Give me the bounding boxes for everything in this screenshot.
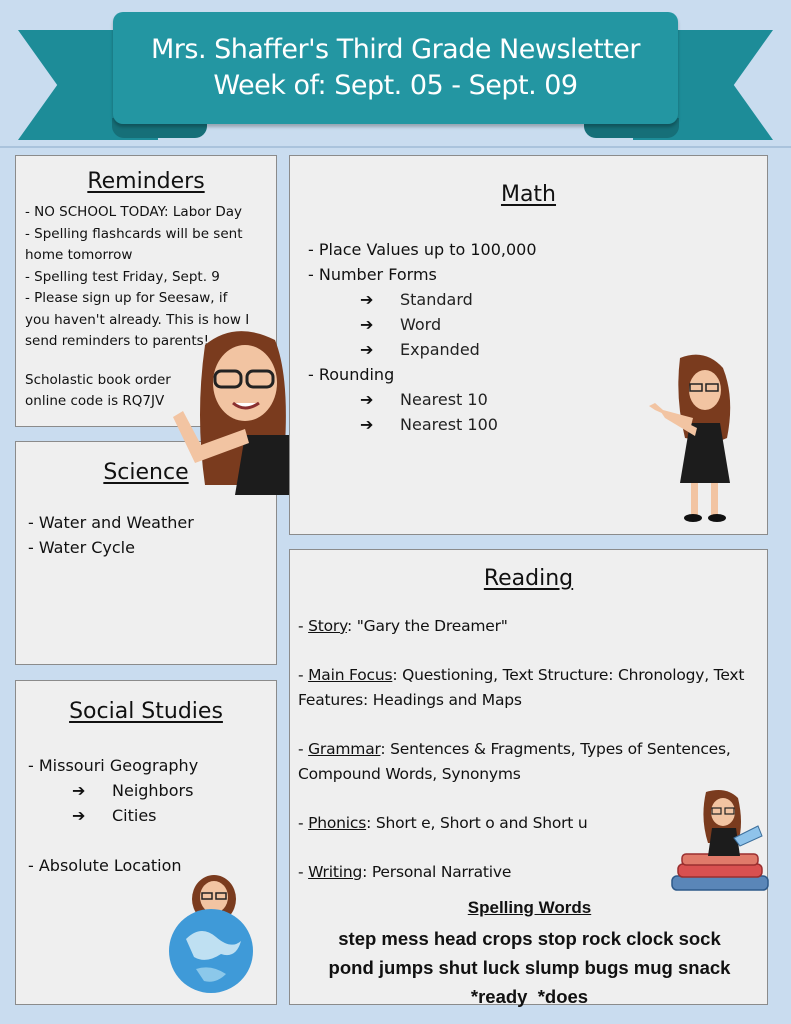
math-title: Math [500,182,557,207]
arrow-right-icon: ➔ [72,806,86,825]
arrow-right-icon: ➔ [360,390,374,409]
header-divider [0,146,791,148]
math-item: - Place Values up to 100,000 [308,240,537,259]
math-item: - Number Forms [308,265,437,284]
reminder-item: - NO SCHOOL TODAY: Labor Day [25,204,243,220]
bitmoji-reading-books-illustration [668,788,770,908]
math-subitem-text: Expanded [400,340,480,359]
math-subitem [308,337,537,362]
math-subitem-text: Nearest 10 [400,390,488,409]
spelling-line: *ready *does [470,986,589,1007]
social-subitem [28,803,198,828]
newsletter-title: Mrs. Shaffer's Third Grade Newsletter [150,34,641,65]
math-subitem [308,387,537,412]
social-studies-title: Social Studies [69,699,223,724]
grammar-label: Grammar [308,740,381,758]
math-subitem-text: Nearest 100 [400,415,498,434]
phonics-text: : Short e, Short o and Short u [366,814,588,832]
arrow-right-icon: ➔ [360,290,374,309]
spelling-words-title: Spelling Words [467,898,592,917]
story-text: : "Gary the Dreamer" [346,617,508,635]
reading-writing: - Writing: Personal Narrative [298,863,512,881]
book-order-note: Scholastic book order online code is RQ7JV [25,372,171,409]
math-box [289,155,768,535]
focus-label: Main Focus [308,666,393,684]
spelling-line: pond jumps shut luck slump bugs mug snack [328,957,731,978]
math-subitem [308,287,537,312]
bitmoji-globe-illustration [166,869,261,994]
story-label: Story [308,617,347,635]
reading-story: - Story: "Gary the Dreamer" [298,617,508,635]
newsletter-week: Week of: Sept. 05 - Sept. 09 [213,70,578,101]
science-item: - Water and Weather [28,513,194,532]
reminder-item: - Spelling test Friday, Sept. 9 [25,268,220,285]
math-list [308,237,537,437]
math-subitem-text: Standard [400,290,473,309]
arrow-right-icon: ➔ [360,415,374,434]
math-subitem [308,412,537,437]
social-studies-list [28,753,198,878]
reading-box [289,549,768,1005]
spelling-line: step mess head crops stop rock clock sock [338,928,721,949]
social-item: - Absolute Location [28,856,182,875]
reading-focus: - Main Focus: Questioning, Text Structure: Chronology, Text Features: Headings and Maps [298,666,745,709]
reading-grammar: - Grammar: Sentences & Fragments, Types of Sentences, Compound Words, Synonyms [298,740,731,783]
phonics-label: Phonics [308,814,367,832]
social-item: - Missouri Geography [28,756,199,775]
social-studies-box [15,680,277,1005]
math-subitem [308,312,537,337]
math-subitem-text: Word [400,315,442,334]
title-banner [113,12,678,124]
arrow-right-icon: ➔ [360,340,374,359]
reading-title: Reading [483,566,574,591]
bitmoji-waving-illustration [165,325,289,495]
reminders-title: Reminders [87,169,205,194]
arrow-right-icon: ➔ [72,781,86,800]
reading-phonics: - Phonics: Short e, Short o and Short u [298,814,588,832]
writing-text: : Personal Narrative [362,863,512,881]
arrow-right-icon: ➔ [360,315,374,334]
math-item: - Rounding [308,365,395,384]
spelling-words-list [290,924,769,1011]
science-item: - Water Cycle [28,538,135,557]
grammar-text: : Sentences & Fragments, Types of Sentences, Compound Words, Synonyms [298,740,731,783]
social-subitem-text: Cities [112,806,157,825]
science-title: Science [103,460,189,485]
bitmoji-pointing-illustration [635,348,750,528]
reminder-item: - Please sign up for Seesaw, if you haven't already. This is how I send reminders to parents! [25,290,250,349]
social-subitem-text: Neighbors [112,781,194,800]
science-list [28,510,194,560]
reminder-item: - Spelling flashcards will be sent home tomorrow [25,225,243,263]
focus-text: : Questioning, Text Structure: Chronology, Text Features: Headings and Maps [298,666,745,709]
social-subitem [28,778,198,803]
writing-label: Writing [308,863,363,881]
